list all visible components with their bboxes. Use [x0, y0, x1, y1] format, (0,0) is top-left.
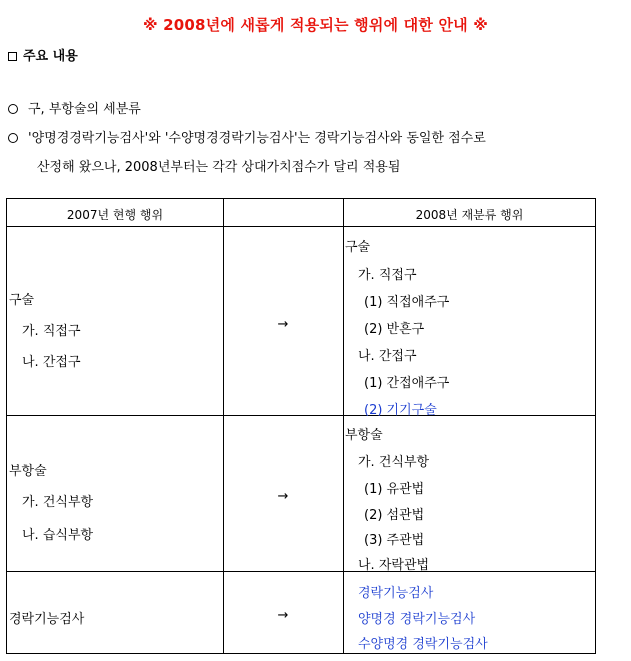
header-2007: 2007년 현행 행위 — [66, 208, 164, 222]
header-2008: 2008년 재분류 행위 — [415, 208, 524, 222]
right-subitem-new: 수양명경 경락기능검사 — [358, 637, 488, 652]
arrow-icon: → — [277, 489, 289, 504]
page-title: ※ 2008년에 새롭게 적용되는 행위에 대한 안내 ※ — [142, 16, 489, 34]
circle-bullet-icon — [8, 104, 18, 114]
right-category: 구술 — [345, 240, 371, 255]
arrow-icon: → — [277, 317, 289, 332]
right-subitem: 나. 간접구 — [358, 349, 417, 364]
right-subitem-new: 양명경 경락기능검사 — [358, 612, 476, 627]
right-subitem: 나. 자락관법 — [358, 558, 430, 573]
right-subitem: (3) 주관법 — [364, 533, 425, 548]
bullet-item — [8, 127, 486, 146]
table-divider — [7, 226, 595, 227]
left-subitem: 가. 직접구 — [22, 324, 81, 339]
classification-table — [6, 198, 596, 654]
bullet-item — [8, 98, 141, 117]
section-heading — [8, 45, 78, 64]
right-subitem: (1) 직접애주구 — [364, 295, 450, 310]
square-bullet-icon — [8, 52, 17, 61]
section-heading-text: 주요 내용 — [23, 49, 78, 64]
left-subitem: 가. 건식부항 — [22, 495, 94, 510]
left-subitem: 나. 습식부항 — [22, 528, 94, 543]
table-divider — [343, 199, 344, 653]
right-subitem: (2) 반흔구 — [364, 322, 425, 337]
table-divider — [7, 571, 595, 572]
table-divider — [223, 199, 224, 653]
right-subitem-new: 경락기능검사 — [358, 586, 434, 601]
bullet-text: '양명경경락기능검사'와 '수양명경경락기능검사'는 경락기능검사와 동일한 점수로 — [28, 131, 486, 146]
right-subitem: (2) 섬관법 — [364, 508, 425, 523]
bullet-text: 구, 부항술의 세분류 — [28, 102, 141, 117]
circle-bullet-icon — [8, 133, 18, 143]
table-divider — [7, 415, 595, 416]
right-subitem: (1) 유관법 — [364, 482, 425, 497]
bullet-continuation: 산정해 왔으나, 2008년부터는 각각 상대가치점수가 달리 적용됨 — [37, 160, 401, 175]
left-category: 경락기능검사 — [9, 612, 85, 627]
right-subitem: (1) 간접애주구 — [364, 376, 450, 391]
right-subitem: 가. 직접구 — [358, 268, 417, 283]
left-category: 부항술 — [9, 464, 47, 479]
arrow-icon: → — [277, 608, 289, 623]
right-category: 부항술 — [345, 428, 383, 443]
right-subitem-new: (2) 기기구술 — [364, 403, 437, 418]
left-category: 구술 — [9, 293, 35, 308]
left-subitem: 나. 간접구 — [22, 355, 81, 370]
right-subitem: 가. 건식부항 — [358, 455, 430, 470]
